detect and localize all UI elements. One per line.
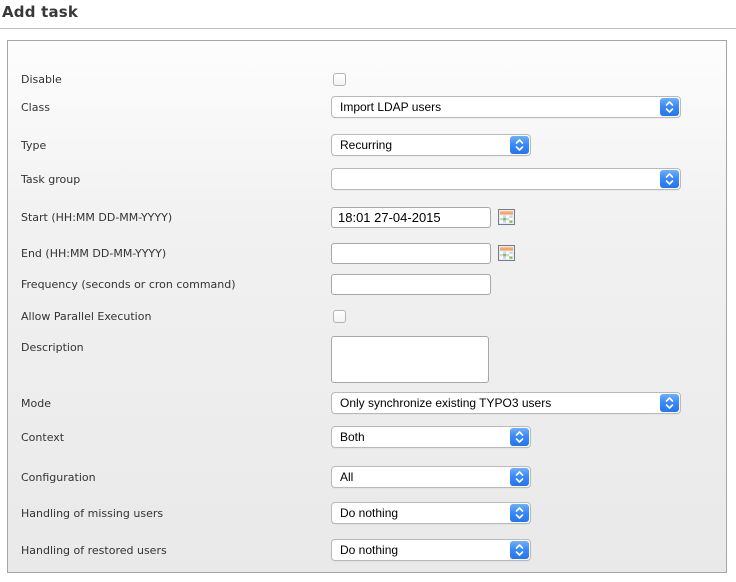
form-row-task-group xyxy=(21,168,713,190)
end-label: End (HH:MM DD-MM-YYYY) xyxy=(21,246,167,260)
allow-parallel-label: Allow Parallel Execution xyxy=(21,309,152,323)
form-row-mode xyxy=(21,392,713,414)
mode-select-value: Only synchronize existing TYPO3 users xyxy=(340,396,552,410)
missing-users-label: Handling of missing users xyxy=(21,506,164,520)
type-select[interactable] xyxy=(331,134,531,156)
form-row-restored-users xyxy=(21,539,713,561)
configuration-label: Configuration xyxy=(21,470,96,484)
start-label: Start (HH:MM DD-MM-YYYY) xyxy=(21,210,173,224)
chevron-up-down-icon xyxy=(660,98,679,116)
type-select-value: Recurring xyxy=(340,138,393,152)
task-group-label: Task group xyxy=(21,172,81,186)
chevron-up-down-icon xyxy=(510,428,529,446)
configuration-select[interactable] xyxy=(331,466,531,488)
end-calendar-button[interactable] xyxy=(497,244,516,262)
form-row-context xyxy=(21,426,713,448)
title-divider xyxy=(0,28,736,29)
frequency-label: Frequency (seconds or cron command) xyxy=(21,277,236,291)
form-row-description xyxy=(21,336,713,383)
chevron-up-down-icon xyxy=(510,468,529,486)
form-row-missing-users xyxy=(21,502,713,524)
chevron-up-down-icon xyxy=(660,170,679,188)
mode-select[interactable] xyxy=(331,392,681,414)
restored-users-select-value: Do nothing xyxy=(340,543,399,557)
calendar-icon xyxy=(498,209,515,225)
missing-users-select-value: Do nothing xyxy=(340,506,399,520)
form-row-type xyxy=(21,134,713,156)
calendar-icon xyxy=(498,245,515,261)
start-input[interactable] xyxy=(331,207,491,228)
context-select[interactable] xyxy=(331,426,531,448)
class-select-value: Import LDAP users xyxy=(340,100,442,114)
missing-users-select[interactable] xyxy=(331,502,531,524)
task-group-select[interactable] xyxy=(331,168,681,190)
chevron-up-down-icon xyxy=(510,136,529,154)
task-form xyxy=(7,40,727,573)
end-input[interactable] xyxy=(331,243,491,264)
form-row-start xyxy=(21,206,713,228)
restored-users-select[interactable] xyxy=(331,539,531,561)
disable-checkbox[interactable] xyxy=(333,73,346,86)
form-row-frequency xyxy=(21,273,713,295)
allow-parallel-checkbox[interactable] xyxy=(333,310,346,323)
description-label: Description xyxy=(21,341,84,354)
form-row-disable xyxy=(21,68,713,90)
start-calendar-button[interactable] xyxy=(497,208,516,226)
context-label: Context xyxy=(21,430,65,444)
chevron-up-down-icon xyxy=(660,394,679,412)
frequency-input[interactable] xyxy=(331,274,491,295)
page-title: Add task xyxy=(2,3,79,21)
form-row-allow-parallel xyxy=(21,305,713,327)
disable-label: Disable xyxy=(21,72,62,86)
form-row-configuration xyxy=(21,466,713,488)
class-select[interactable] xyxy=(331,96,681,118)
restored-users-label: Handling of restored users xyxy=(21,543,167,557)
form-row-end xyxy=(21,242,713,264)
mode-label: Mode xyxy=(21,396,51,410)
type-label: Type xyxy=(21,138,47,152)
configuration-select-value: All xyxy=(340,470,354,484)
context-select-value: Both xyxy=(340,430,365,444)
form-row-class xyxy=(21,96,713,118)
description-textarea[interactable] xyxy=(331,336,489,383)
class-label: Class xyxy=(21,100,50,114)
chevron-up-down-icon xyxy=(510,504,529,522)
chevron-up-down-icon xyxy=(510,541,529,559)
